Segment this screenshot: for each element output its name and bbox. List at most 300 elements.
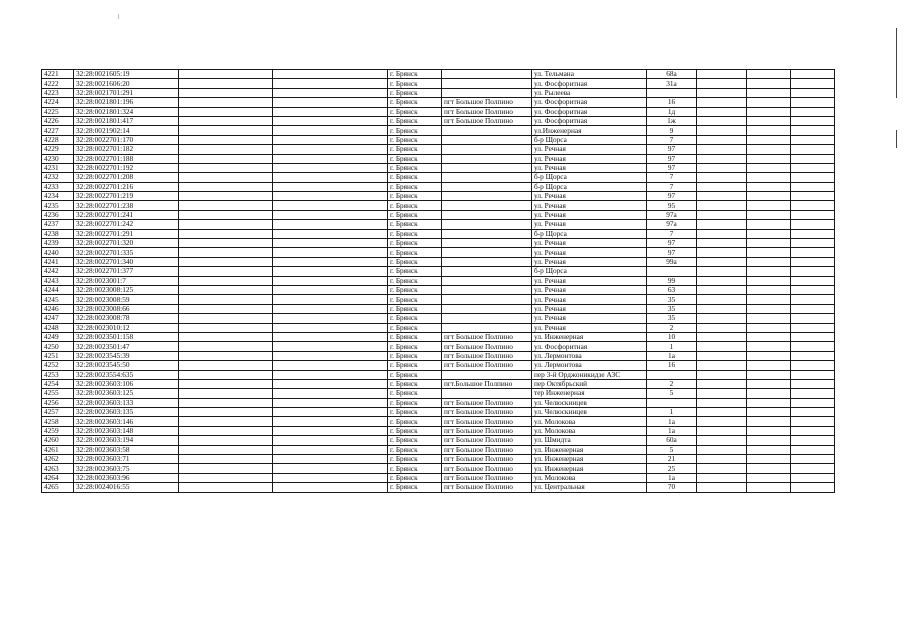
empty-cell [179, 135, 273, 144]
table-row [42, 285, 835, 294]
empty-cell [179, 98, 273, 107]
empty-cell [747, 220, 791, 229]
empty-cell [747, 351, 791, 360]
street-cell: ул. Речная [532, 276, 647, 285]
table-row [42, 79, 835, 88]
empty-cell [747, 210, 791, 219]
table-row [42, 464, 835, 473]
empty-cell [273, 455, 388, 464]
record-number-cell: 4229 [42, 145, 74, 154]
empty-cell [747, 182, 791, 191]
settlement-cell: пгт Большое Полпино [442, 351, 532, 360]
house-number-cell: 21 [647, 455, 697, 464]
empty-cell [791, 455, 835, 464]
city-cell: г. Брянск [388, 314, 442, 323]
street-cell: ул. Фосфоритная [532, 79, 647, 88]
street-cell: ул. Речная [532, 145, 647, 154]
empty-cell [179, 210, 273, 219]
settlement-cell [442, 295, 532, 304]
empty-cell [273, 163, 388, 172]
city-cell: г. Брянск [388, 182, 442, 191]
cadastral-number-cell: 32:28:0022701:188 [74, 154, 179, 163]
empty-cell [273, 464, 388, 473]
empty-cell [747, 408, 791, 417]
cadastral-number-cell: 32:28:0023603:194 [74, 436, 179, 445]
settlement-cell [442, 285, 532, 294]
table-row [42, 445, 835, 454]
settlement-cell: пгт Большое Полпино [442, 455, 532, 464]
settlement-cell [442, 267, 532, 276]
settlement-cell [442, 88, 532, 97]
empty-cell [791, 116, 835, 125]
empty-cell [747, 370, 791, 379]
empty-cell [273, 473, 388, 482]
cadastral-number-cell: 32:28:0021605:19 [74, 70, 179, 79]
scan-mark [118, 14, 119, 19]
settlement-cell [442, 145, 532, 154]
empty-cell [273, 436, 388, 445]
empty-cell [273, 342, 388, 351]
empty-cell [273, 370, 388, 379]
settlement-cell [442, 276, 532, 285]
city-cell: г. Брянск [388, 239, 442, 248]
city-cell: г. Брянск [388, 201, 442, 210]
empty-cell [179, 445, 273, 454]
empty-cell [179, 342, 273, 351]
empty-cell [273, 135, 388, 144]
table-row [42, 182, 835, 191]
record-number-cell: 4238 [42, 229, 74, 238]
street-cell: ул. Речная [532, 163, 647, 172]
street-cell: ул. Центральная [532, 483, 647, 492]
cadastral-number-cell: 32:28:0021606:20 [74, 79, 179, 88]
empty-cell [791, 323, 835, 332]
city-cell: г. Брянск [388, 145, 442, 154]
cadastral-number-cell: 32:28:0022701:238 [74, 201, 179, 210]
empty-cell [747, 342, 791, 351]
street-cell: ул. Речная [532, 314, 647, 323]
street-cell: ул. Фосфоритная [532, 342, 647, 351]
settlement-cell [442, 79, 532, 88]
cadastral-number-cell: 32:28:0022701:208 [74, 173, 179, 182]
empty-cell [179, 248, 273, 257]
street-cell: ул. Молокова [532, 417, 647, 426]
street-cell: б-р Щорса [532, 182, 647, 191]
city-cell: г. Брянск [388, 455, 442, 464]
settlement-cell [442, 201, 532, 210]
city-cell: г. Брянск [388, 116, 442, 125]
street-cell: ул. Речная [532, 304, 647, 313]
empty-cell [179, 116, 273, 125]
empty-cell [747, 107, 791, 116]
table-row [42, 332, 835, 341]
empty-cell [697, 473, 747, 482]
city-cell: г. Брянск [388, 154, 442, 163]
city-cell: г. Брянск [388, 304, 442, 313]
empty-cell [747, 267, 791, 276]
settlement-cell [442, 220, 532, 229]
empty-cell [791, 370, 835, 379]
empty-cell [273, 201, 388, 210]
empty-cell [273, 239, 388, 248]
cadastral-number-cell: 32:28:0023603:96 [74, 473, 179, 482]
table-row [42, 342, 835, 351]
empty-cell [791, 342, 835, 351]
empty-cell [791, 285, 835, 294]
empty-cell [697, 70, 747, 79]
record-number-cell: 4237 [42, 220, 74, 229]
settlement-cell [442, 192, 532, 201]
record-number-cell: 4222 [42, 79, 74, 88]
record-number-cell: 4242 [42, 267, 74, 276]
cadastral-number-cell: 32:28:0022701:216 [74, 182, 179, 191]
cadastral-number-cell: 32:28:0023501:47 [74, 342, 179, 351]
record-number-cell: 4232 [42, 173, 74, 182]
empty-cell [747, 445, 791, 454]
house-number-cell: 97а [647, 220, 697, 229]
city-cell: г. Брянск [388, 417, 442, 426]
empty-cell [747, 455, 791, 464]
empty-cell [697, 79, 747, 88]
table-row [42, 323, 835, 332]
street-cell: ул.Инженерная [532, 126, 647, 135]
empty-cell [273, 98, 388, 107]
settlement-cell [442, 304, 532, 313]
record-number-cell: 4259 [42, 426, 74, 435]
empty-cell [747, 239, 791, 248]
city-cell: г. Брянск [388, 436, 442, 445]
empty-cell [179, 408, 273, 417]
empty-cell [179, 426, 273, 435]
empty-cell [273, 483, 388, 492]
empty-cell [791, 361, 835, 370]
house-number-cell: 9 [647, 126, 697, 135]
street-cell: б-р Щорса [532, 173, 647, 182]
empty-cell [791, 389, 835, 398]
empty-cell [179, 229, 273, 238]
cadastral-number-cell: 32:28:0022701:340 [74, 257, 179, 266]
empty-cell [791, 98, 835, 107]
empty-cell [791, 398, 835, 407]
empty-cell [273, 398, 388, 407]
table-row [42, 70, 835, 79]
cadastral-number-cell: 32:28:0022701:241 [74, 210, 179, 219]
table-row [42, 426, 835, 435]
street-cell: ул. Речная [532, 285, 647, 294]
settlement-cell [442, 126, 532, 135]
table-row [42, 408, 835, 417]
record-number-cell: 4234 [42, 192, 74, 201]
city-cell: г. Брянск [388, 295, 442, 304]
table-row [42, 455, 835, 464]
empty-cell [747, 464, 791, 473]
table-row [42, 389, 835, 398]
city-cell: г. Брянск [388, 389, 442, 398]
empty-cell [747, 70, 791, 79]
empty-cell [273, 417, 388, 426]
house-number-cell: 99 [647, 276, 697, 285]
house-number-cell: 2 [647, 379, 697, 388]
city-cell: г. Брянск [388, 173, 442, 182]
cadastral-number-cell: 32:28:0022701:320 [74, 239, 179, 248]
empty-cell [273, 126, 388, 135]
empty-cell [697, 182, 747, 191]
empty-cell [273, 107, 388, 116]
table-row [42, 88, 835, 97]
city-cell: г. Брянск [388, 220, 442, 229]
empty-cell [791, 464, 835, 473]
cadastral-number-cell: 32:28:0023008:66 [74, 304, 179, 313]
street-cell: ул. Речная [532, 220, 647, 229]
record-number-cell: 4227 [42, 126, 74, 135]
empty-cell [273, 116, 388, 125]
street-cell: ул. Речная [532, 201, 647, 210]
city-cell: г. Брянск [388, 398, 442, 407]
settlement-cell: пгт Большое Полпино [442, 332, 532, 341]
record-number-cell: 4223 [42, 88, 74, 97]
record-number-cell: 4262 [42, 455, 74, 464]
table-row [42, 154, 835, 163]
house-number-cell: 97а [647, 210, 697, 219]
empty-cell [697, 304, 747, 313]
empty-cell [179, 276, 273, 285]
empty-cell [747, 379, 791, 388]
settlement-cell [442, 229, 532, 238]
empty-cell [697, 342, 747, 351]
street-cell: пер 3-й Орджоникидзе АЗС [532, 370, 647, 379]
empty-cell [747, 398, 791, 407]
settlement-cell [442, 370, 532, 379]
empty-cell [791, 182, 835, 191]
street-cell: пер Октябрьский [532, 379, 647, 388]
record-number-cell: 4226 [42, 116, 74, 125]
empty-cell [791, 201, 835, 210]
cadastral-number-cell: 32:28:0023501:158 [74, 332, 179, 341]
empty-cell [791, 473, 835, 482]
empty-cell [747, 473, 791, 482]
city-cell: г. Брянск [388, 473, 442, 482]
empty-cell [747, 276, 791, 285]
street-cell: ул. Речная [532, 248, 647, 257]
empty-cell [697, 332, 747, 341]
record-number-cell: 4228 [42, 135, 74, 144]
table-row [42, 192, 835, 201]
street-cell: ул. Челюскинцев [532, 408, 647, 417]
house-number-cell: 2 [647, 323, 697, 332]
empty-cell [697, 276, 747, 285]
empty-cell [273, 267, 388, 276]
empty-cell [747, 257, 791, 266]
house-number-cell: 16 [647, 361, 697, 370]
empty-cell [791, 107, 835, 116]
empty-cell [273, 257, 388, 266]
settlement-cell [442, 239, 532, 248]
city-cell: г. Брянск [388, 267, 442, 276]
empty-cell [179, 173, 273, 182]
settlement-cell [442, 248, 532, 257]
table-row [42, 295, 835, 304]
city-cell: г. Брянск [388, 464, 442, 473]
empty-cell [179, 192, 273, 201]
empty-cell [791, 210, 835, 219]
empty-cell [791, 276, 835, 285]
record-number-cell: 4230 [42, 154, 74, 163]
empty-cell [697, 201, 747, 210]
empty-cell [273, 182, 388, 191]
empty-cell [273, 379, 388, 388]
city-cell: г. Брянск [388, 351, 442, 360]
empty-cell [179, 182, 273, 191]
table-row [42, 145, 835, 154]
settlement-cell: пгт Большое Полпино [442, 464, 532, 473]
city-cell: г. Брянск [388, 426, 442, 435]
street-cell: ул. Молокова [532, 426, 647, 435]
table-row [42, 398, 835, 407]
empty-cell [179, 220, 273, 229]
record-number-cell: 4265 [42, 483, 74, 492]
empty-cell [791, 436, 835, 445]
city-cell: г. Брянск [388, 229, 442, 238]
record-number-cell: 4233 [42, 182, 74, 191]
empty-cell [791, 88, 835, 97]
city-cell: г. Брянск [388, 342, 442, 351]
record-number-cell: 4260 [42, 436, 74, 445]
empty-cell [179, 370, 273, 379]
settlement-cell: пгт Большое Полпино [442, 408, 532, 417]
record-number-cell: 4256 [42, 398, 74, 407]
empty-cell [179, 201, 273, 210]
record-number-cell: 4255 [42, 389, 74, 398]
table-row [42, 98, 835, 107]
city-cell: г. Брянск [388, 379, 442, 388]
house-number-cell: 1ж [647, 116, 697, 125]
empty-cell [791, 79, 835, 88]
city-cell: г. Брянск [388, 192, 442, 201]
table-row [42, 473, 835, 482]
cadastral-number-cell: 32:28:0023603:146 [74, 417, 179, 426]
house-number-cell: 1а [647, 426, 697, 435]
empty-cell [747, 483, 791, 492]
empty-cell [273, 332, 388, 341]
empty-cell [179, 351, 273, 360]
cadastral-number-cell: 32:28:0022701:219 [74, 192, 179, 201]
empty-cell [697, 107, 747, 116]
empty-cell [697, 361, 747, 370]
empty-cell [179, 323, 273, 332]
empty-cell [273, 192, 388, 201]
cadastral-number-cell: 32:28:0021801:196 [74, 98, 179, 107]
empty-cell [697, 135, 747, 144]
empty-cell [273, 361, 388, 370]
table-row [42, 229, 835, 238]
cadastral-number-cell: 32:28:0021801:417 [74, 116, 179, 125]
empty-cell [273, 173, 388, 182]
record-number-cell: 4235 [42, 201, 74, 210]
cadastral-number-cell: 32:28:0021902:14 [74, 126, 179, 135]
empty-cell [179, 473, 273, 482]
record-number-cell: 4263 [42, 464, 74, 473]
settlement-cell: пгт Большое Полпино [442, 342, 532, 351]
empty-cell [747, 79, 791, 88]
house-number-cell: 31а [647, 79, 697, 88]
record-number-cell: 4257 [42, 408, 74, 417]
house-number-cell: 25 [647, 464, 697, 473]
settlement-cell: пгт Большое Полпино [442, 107, 532, 116]
house-number-cell: 63 [647, 285, 697, 294]
settlement-cell [442, 182, 532, 191]
empty-cell [791, 239, 835, 248]
empty-cell [179, 285, 273, 294]
street-cell: ул. Тельмана [532, 70, 647, 79]
empty-cell [697, 483, 747, 492]
house-number-cell: 1д [647, 107, 697, 116]
house-number-cell [647, 267, 697, 276]
cadastral-number-cell: 32:28:0023554:635 [74, 370, 179, 379]
table-row [42, 201, 835, 210]
cadastral-number-cell: 32:28:0022701:291 [74, 229, 179, 238]
empty-cell [697, 257, 747, 266]
city-cell: г. Брянск [388, 285, 442, 294]
house-number-cell: 16 [647, 98, 697, 107]
empty-cell [697, 145, 747, 154]
house-number-cell: 7 [647, 229, 697, 238]
house-number-cell: 60а [647, 436, 697, 445]
empty-cell [273, 70, 388, 79]
house-number-cell: 97 [647, 239, 697, 248]
empty-cell [697, 436, 747, 445]
city-cell: г. Брянск [388, 163, 442, 172]
street-cell: ул. Инженерная [532, 332, 647, 341]
empty-cell [791, 70, 835, 79]
settlement-cell [442, 389, 532, 398]
empty-cell [697, 210, 747, 219]
table-row [42, 361, 835, 370]
record-number-cell: 4245 [42, 295, 74, 304]
record-number-cell: 4254 [42, 379, 74, 388]
empty-cell [179, 455, 273, 464]
cadastral-number-cell: 32:28:0024016:55 [74, 483, 179, 492]
street-cell: ул. Фосфоритная [532, 107, 647, 116]
house-number-cell: 97 [647, 154, 697, 163]
city-cell: г. Брянск [388, 276, 442, 285]
house-number-cell: 1 [647, 408, 697, 417]
city-cell: г. Брянск [388, 370, 442, 379]
record-number-cell: 4236 [42, 210, 74, 219]
table-row [42, 370, 835, 379]
house-number-cell [647, 370, 697, 379]
empty-cell [791, 267, 835, 276]
empty-cell [791, 229, 835, 238]
cadastral-number-cell: 32:28:0023603:71 [74, 455, 179, 464]
cadastral-number-cell: 32:28:0023603:58 [74, 445, 179, 454]
settlement-cell [442, 210, 532, 219]
empty-cell [697, 239, 747, 248]
empty-cell [747, 285, 791, 294]
settlement-cell [442, 135, 532, 144]
cadastral-number-cell: 32:28:0023603:125 [74, 389, 179, 398]
street-cell: ул. Речная [532, 257, 647, 266]
empty-cell [697, 455, 747, 464]
empty-cell [697, 408, 747, 417]
record-number-cell: 4239 [42, 239, 74, 248]
empty-cell [697, 173, 747, 182]
table-row [42, 276, 835, 285]
record-number-cell: 4241 [42, 257, 74, 266]
empty-cell [273, 88, 388, 97]
table-row [42, 173, 835, 182]
empty-cell [179, 154, 273, 163]
empty-cell [273, 304, 388, 313]
